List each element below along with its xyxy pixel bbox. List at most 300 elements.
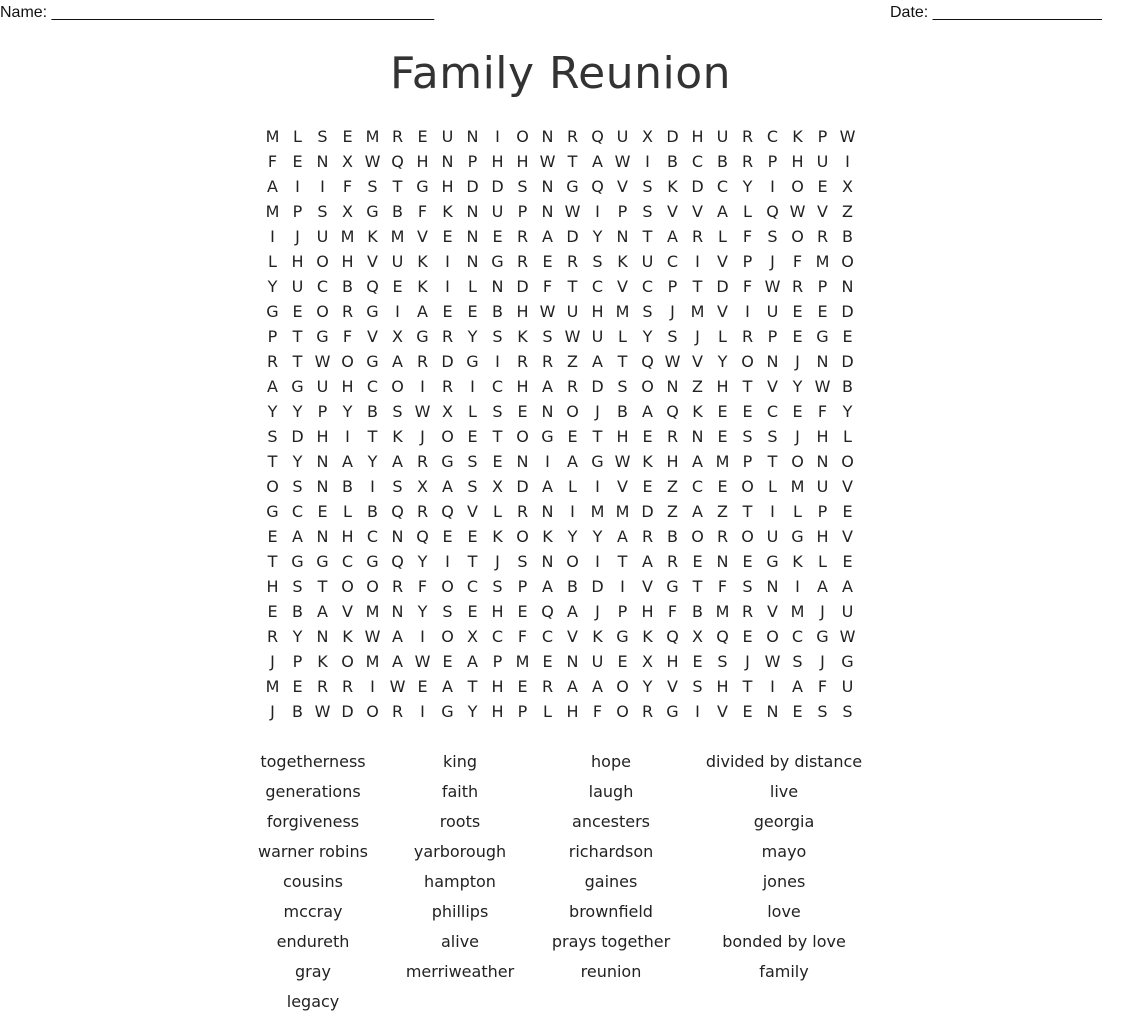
grid-letter: B [392, 202, 403, 221]
word-bank-item: reunion [580, 962, 642, 981]
grid-letter: N [541, 402, 554, 421]
grid-letter: T [567, 152, 578, 171]
grid-letter: L [768, 477, 777, 496]
grid-letter: O [266, 477, 279, 496]
grid-letter: N [541, 202, 554, 221]
grid-letter: O [641, 377, 654, 396]
grid-row [260, 624, 860, 649]
grid-row [260, 699, 860, 724]
grid-letter: H [291, 252, 304, 271]
grid-letter: R [416, 352, 429, 371]
name-field-label: Name: ___________________________________________ [0, 4, 435, 21]
grid-letter: E [717, 427, 728, 446]
grid-letter: U [491, 202, 504, 221]
grid-letter: W [764, 277, 781, 296]
grid-row [260, 174, 860, 199]
grid-letter: E [442, 302, 453, 321]
grid-letter: F [342, 177, 353, 196]
grid-letter: F [592, 702, 603, 721]
grid-letter: U [591, 327, 604, 346]
grid-letter: R [691, 227, 704, 246]
grid-letter: G [366, 202, 379, 221]
grid-row [260, 249, 860, 274]
grid-letter: G [416, 177, 429, 196]
grid-letter: P [617, 202, 628, 221]
grid-letter: H [266, 577, 279, 596]
grid-row [260, 649, 860, 674]
word-bank-item: ancesters [572, 812, 650, 831]
grid-letter: A [542, 377, 553, 396]
grid-row [260, 449, 860, 474]
grid-letter: P [817, 502, 828, 521]
grid-letter: K [542, 527, 553, 546]
grid-letter: X [692, 627, 703, 646]
grid-letter: V [692, 352, 703, 371]
grid-letter: N [391, 602, 404, 621]
grid-letter: Y [342, 402, 353, 421]
grid-letter: S [467, 477, 478, 496]
grid-row [260, 324, 860, 349]
grid-letter: E [617, 652, 628, 671]
grid-letter: Y [467, 702, 478, 721]
grid-letter: B [717, 152, 728, 171]
grid-letter: Y [717, 352, 728, 371]
grid-letter: G [366, 352, 379, 371]
word-bank-item: love [767, 902, 801, 921]
word-bank-item: alive [440, 932, 480, 951]
grid-letter: Y [267, 277, 278, 296]
grid-letter: O [691, 527, 704, 546]
grid-letter: W [539, 302, 556, 321]
grid-letter: H [491, 602, 504, 621]
grid-letter: T [567, 277, 578, 296]
grid-letter: A [692, 502, 703, 521]
word-bank-item: georgia [753, 812, 815, 831]
grid-letter: I [320, 177, 325, 196]
grid-letter: E [292, 152, 303, 171]
grid-letter: D [666, 127, 679, 146]
grid-letter: E [842, 502, 853, 521]
grid-letter: C [691, 477, 704, 496]
grid-letter: F [667, 602, 678, 621]
grid-letter: N [816, 352, 829, 371]
grid-letter: S [492, 402, 503, 421]
grid-letter: Y [417, 602, 428, 621]
grid-letter: W [664, 352, 681, 371]
grid-letter: G [441, 702, 454, 721]
grid-letter: S [742, 577, 753, 596]
grid-letter: N [316, 452, 329, 471]
grid-letter: W [564, 327, 581, 346]
grid-letter: A [442, 677, 453, 696]
grid-letter: K [792, 552, 803, 571]
grid-letter: O [766, 627, 779, 646]
grid-letter: H [691, 127, 704, 146]
grid-letter: A [617, 527, 628, 546]
grid-letter: L [568, 477, 577, 496]
grid-letter: Q [391, 552, 404, 571]
grid-letter: B [692, 602, 703, 621]
grid-letter: C [541, 627, 554, 646]
grid-letter: U [566, 302, 579, 321]
grid-letter: A [292, 527, 303, 546]
grid-letter: X [842, 177, 853, 196]
grid-letter: O [316, 252, 329, 271]
grid-letter: E [392, 277, 403, 296]
grid-letter: R [266, 352, 279, 371]
grid-letter: Q [766, 202, 779, 221]
grid-letter: I [370, 677, 375, 696]
grid-letter: J [795, 427, 800, 446]
grid-letter: C [341, 552, 354, 571]
grid-letter: P [517, 577, 528, 596]
grid-letter: R [741, 152, 754, 171]
grid-letter: R [341, 302, 354, 321]
grid-letter: N [666, 377, 679, 396]
grid-letter: P [667, 277, 678, 296]
grid-letter: P [742, 452, 753, 471]
grid-letter: B [367, 402, 378, 421]
grid-letter: D [441, 352, 454, 371]
grid-letter: E [542, 252, 553, 271]
grid-letter: W [814, 377, 831, 396]
grid-letter: H [341, 377, 354, 396]
grid-letter: T [392, 177, 403, 196]
grid-letter: Q [591, 177, 604, 196]
grid-letter: F [717, 577, 728, 596]
grid-letter: Y [642, 327, 653, 346]
grid-letter: R [266, 627, 279, 646]
grid-letter: F [417, 577, 428, 596]
grid-letter: Y [417, 552, 428, 571]
grid-letter: E [792, 302, 803, 321]
grid-letter: M [615, 502, 630, 521]
grid-letter: S [642, 302, 653, 321]
grid-letter: I [745, 302, 750, 321]
grid-letter: G [616, 627, 629, 646]
grid-letter: T [767, 452, 778, 471]
word-bank-item: endureth [276, 932, 350, 951]
grid-letter: O [516, 427, 529, 446]
grid-letter: N [466, 202, 479, 221]
grid-letter: X [442, 402, 453, 421]
grid-letter: I [770, 502, 775, 521]
grid-letter: V [842, 527, 853, 546]
grid-letter: H [816, 527, 829, 546]
grid-letter: G [541, 427, 554, 446]
grid-letter: E [692, 652, 703, 671]
grid-letter: S [392, 402, 403, 421]
grid-letter: A [817, 577, 828, 596]
grid-letter: D [516, 277, 529, 296]
grid-letter: Z [667, 477, 678, 496]
grid-letter: E [467, 427, 478, 446]
grid-letter: I [445, 252, 450, 271]
grid-letter: A [267, 177, 278, 196]
word-bank [0, 752, 1121, 1020]
grid-letter: O [441, 627, 454, 646]
grid-letter: M [390, 227, 405, 246]
grid-letter: E [642, 477, 653, 496]
grid-letter: A [542, 477, 553, 496]
grid-letter: H [666, 452, 679, 471]
grid-letter: O [341, 352, 354, 371]
grid-letter: C [791, 627, 804, 646]
grid-letter: Y [267, 402, 278, 421]
grid-row [260, 124, 860, 149]
grid-letter: U [841, 677, 854, 696]
grid-letter: R [516, 352, 529, 371]
grid-letter: K [317, 652, 328, 671]
grid-letter: A [792, 677, 803, 696]
grid-letter: N [316, 627, 329, 646]
grid-letter: K [392, 427, 403, 446]
grid-letter: M [615, 302, 630, 321]
grid-letter: J [745, 652, 750, 671]
grid-letter: G [366, 552, 379, 571]
grid-letter: W [614, 452, 631, 471]
grid-letter: Y [467, 327, 478, 346]
grid-letter: C [591, 277, 604, 296]
grid-letter: K [667, 177, 678, 196]
grid-letter: S [292, 477, 303, 496]
grid-letter: C [491, 377, 504, 396]
grid-letter: M [265, 677, 280, 696]
word-bank-item: hampton [424, 872, 496, 891]
grid-letter: O [791, 177, 804, 196]
grid-letter: G [791, 527, 804, 546]
grid-letter: W [789, 202, 806, 221]
grid-letter: H [491, 702, 504, 721]
grid-letter: M [365, 127, 380, 146]
grid-letter: E [792, 327, 803, 346]
grid-letter: R [641, 527, 654, 546]
grid-letter: S [592, 252, 603, 271]
grid-letter: T [692, 277, 703, 296]
grid-letter: U [841, 602, 854, 621]
grid-letter: X [342, 202, 353, 221]
grid-letter: T [742, 677, 753, 696]
grid-letter: V [567, 627, 578, 646]
grid-letter: O [616, 702, 629, 721]
grid-letter: P [317, 402, 328, 421]
grid-letter: E [742, 552, 753, 571]
grid-letter: P [267, 327, 278, 346]
grid-letter: G [841, 652, 854, 671]
word-bank-item: brownfield [569, 902, 653, 921]
grid-letter: Y [792, 377, 803, 396]
grid-row [260, 274, 860, 299]
grid-letter: D [466, 177, 479, 196]
grid-letter: I [495, 127, 500, 146]
word-bank-item: cousins [283, 872, 343, 891]
grid-letter: R [716, 527, 729, 546]
grid-letter: R [641, 702, 654, 721]
grid-letter: R [441, 327, 454, 346]
grid-letter: I [295, 177, 300, 196]
grid-letter: S [842, 702, 853, 721]
grid-letter: E [742, 627, 753, 646]
grid-letter: E [817, 177, 828, 196]
grid-letter: K [692, 402, 703, 421]
grid-letter: X [392, 327, 403, 346]
grid-letter: Y [592, 527, 603, 546]
grid-letter: I [595, 477, 600, 496]
grid-letter: W [414, 652, 431, 671]
grid-letter: L [818, 552, 827, 571]
grid-letter: Y [842, 402, 853, 421]
grid-letter: N [316, 477, 329, 496]
word-bank-item: generations [265, 782, 361, 801]
grid-letter: B [842, 377, 853, 396]
grid-letter: N [316, 527, 329, 546]
grid-letter: C [766, 127, 779, 146]
grid-letter: H [716, 677, 729, 696]
grid-letter: M [265, 127, 280, 146]
word-bank-item: warner robins [258, 842, 368, 861]
grid-letter: E [292, 677, 303, 696]
grid-letter: U [816, 477, 829, 496]
grid-letter: C [366, 377, 379, 396]
grid-letter: Q [641, 352, 654, 371]
grid-letter: Z [692, 377, 703, 396]
grid-letter: N [691, 427, 704, 446]
grid-letter: Q [541, 602, 554, 621]
grid-letter: O [516, 127, 529, 146]
grid-letter: L [743, 202, 752, 221]
grid-letter: R [516, 252, 529, 271]
grid-letter: K [792, 127, 803, 146]
grid-letter: G [766, 552, 779, 571]
grid-letter: A [542, 577, 553, 596]
grid-letter: F [742, 277, 753, 296]
grid-letter: E [417, 677, 428, 696]
grid-letter: I [595, 552, 600, 571]
grid-letter: G [466, 352, 479, 371]
grid-letter: U [641, 252, 654, 271]
grid-letter: A [692, 452, 703, 471]
grid-letter: G [266, 302, 279, 321]
grid-letter: G [566, 177, 579, 196]
grid-row [260, 524, 860, 549]
grid-letter: V [767, 377, 778, 396]
grid-letter: V [617, 477, 628, 496]
grid-letter: M [340, 227, 355, 246]
grid-letter: A [592, 352, 603, 371]
grid-letter: R [741, 127, 754, 146]
grid-letter: W [389, 677, 406, 696]
grid-letter: U [316, 227, 329, 246]
grid-letter: V [417, 227, 428, 246]
grid-letter: A [667, 227, 678, 246]
grid-letter: J [270, 652, 275, 671]
grid-letter: O [366, 702, 379, 721]
grid-letter: V [767, 602, 778, 621]
grid-letter: N [541, 177, 554, 196]
grid-letter: P [617, 602, 628, 621]
grid-letter: H [641, 602, 654, 621]
grid-letter: J [595, 402, 600, 421]
grid-letter: T [642, 227, 653, 246]
grid-letter: V [817, 202, 828, 221]
grid-letter: U [591, 652, 604, 671]
grid-letter: W [364, 152, 381, 171]
grid-letter: E [842, 552, 853, 571]
grid-letter: V [617, 177, 628, 196]
grid-letter: U [766, 527, 779, 546]
grid-letter: W [614, 152, 631, 171]
grid-letter: B [617, 402, 628, 421]
grid-letter: I [570, 502, 575, 521]
grid-letter: P [517, 202, 528, 221]
grid-letter: U [766, 302, 779, 321]
grid-letter: N [466, 252, 479, 271]
grid-letter: B [667, 527, 678, 546]
grid-letter: N [441, 152, 454, 171]
grid-letter: E [542, 652, 553, 671]
grid-letter: E [442, 227, 453, 246]
grid-letter: S [792, 652, 803, 671]
grid-letter: Q [441, 502, 454, 521]
grid-letter: N [841, 277, 854, 296]
grid-letter: Q [391, 502, 404, 521]
grid-row [260, 399, 860, 424]
word-bank-item: faith [441, 782, 479, 801]
word-bank-item: jones [762, 872, 806, 891]
grid-letter: T [617, 552, 628, 571]
grid-letter: I [845, 152, 850, 171]
grid-letter: C [491, 627, 504, 646]
grid-letter: E [842, 327, 853, 346]
grid-letter: E [467, 302, 478, 321]
grid-letter: S [767, 427, 778, 446]
grid-letter: N [316, 152, 329, 171]
grid-letter: M [815, 252, 830, 271]
grid-letter: I [420, 377, 425, 396]
grid-letter: S [817, 702, 828, 721]
grid-letter: S [517, 552, 528, 571]
word-bank-item: bonded by love [722, 932, 846, 951]
grid-letter: L [493, 502, 502, 521]
grid-letter: N [766, 702, 779, 721]
grid-letter: W [839, 127, 856, 146]
grid-letter: K [417, 277, 428, 296]
grid-letter: S [642, 202, 653, 221]
grid-letter: E [267, 527, 278, 546]
grid-letter: L [343, 502, 352, 521]
grid-letter: F [342, 327, 353, 346]
grid-letter: C [641, 277, 654, 296]
word-bank-item: togetherness [260, 752, 366, 771]
grid-letter: N [541, 127, 554, 146]
grid-letter: G [666, 577, 679, 596]
grid-letter: I [420, 627, 425, 646]
grid-letter: N [491, 277, 504, 296]
grid-letter: E [517, 602, 528, 621]
grid-letter: D [566, 227, 579, 246]
grid-letter: R [541, 352, 554, 371]
word-bank-item: family [759, 962, 809, 981]
grid-letter: V [717, 252, 728, 271]
grid-letter: R [416, 502, 429, 521]
grid-letter: T [617, 352, 628, 371]
grid-row [260, 599, 860, 624]
grid-letter: D [841, 302, 854, 321]
grid-letter: L [718, 327, 727, 346]
grid-letter: A [317, 602, 328, 621]
grid-letter: E [417, 127, 428, 146]
grid-letter: K [592, 627, 603, 646]
